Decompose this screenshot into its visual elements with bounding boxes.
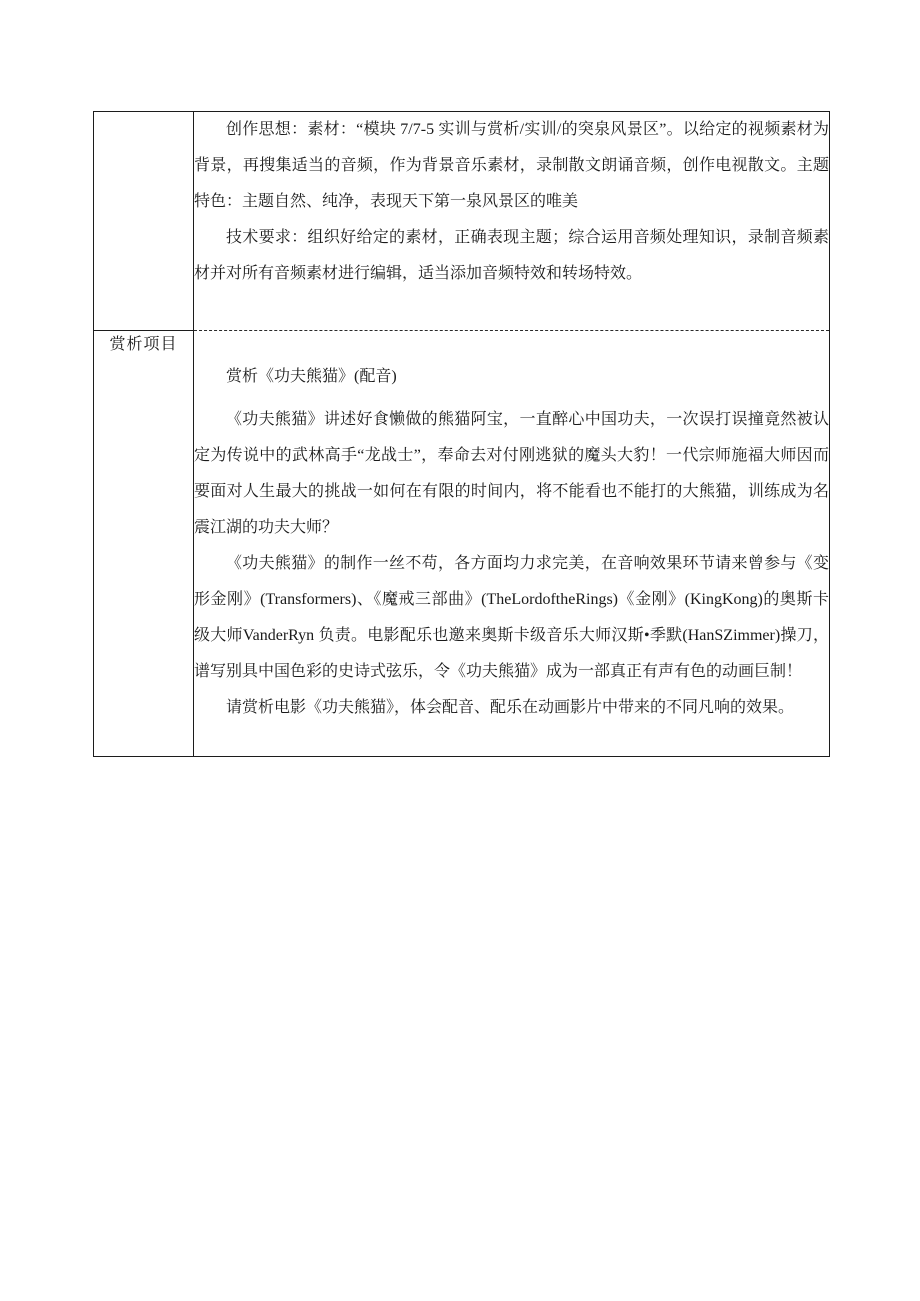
creation-content-cell	[194, 112, 830, 331]
creation-ideas-paragraph: 创作思想：素材：“模块 7/7-5 实训与赏析/实训/的突泉风景区”。以给定的视频素材为背景，再搜集适当的音频，作为背景音乐素材，录制散文朗诵音频，创作电视散文。主题特色：主题自然、纯净，表现天下第一泉风景区的唯美	[194, 121, 829, 210]
table-row-appreciation	[94, 331, 830, 757]
appreciation-content-cell	[194, 331, 830, 757]
appreciation-title: 赏析《功夫熊猫》(配音)	[226, 368, 397, 385]
content-table	[93, 111, 830, 757]
table-row-creation	[94, 112, 830, 331]
appreciation-production-paragraph: 《功夫熊猫》的制作一丝不苟，各方面均力求完美，在音响效果环节请来曾参与《变形金刚》(Transformers)、《魔戒三部曲》(TheLordoftheRings)《金刚》(KingKong)的奥斯卡级大师VanderRyn 负责。电影配乐也邀来奥斯卡级音乐大师汉斯•季默(HanSZimmer)操刀，谱写别具中国色彩的史诗式弦乐，令《功夫熊猫》成为一部真正有声有色的动画巨制！	[194, 555, 829, 680]
appreciation-task-paragraph: 请赏析电影《功夫熊猫》，体会配音、配乐在动画影片中带来的不同凡响的效果。	[226, 699, 795, 716]
appreciation-synopsis-paragraph: 《功夫熊猫》讲述好食懒做的熊猫阿宝，一直醉心中国功夫，一次误打误撞竟然被认定为传说中的武林高手“龙战士”，奉命去对付刚逃狱的魔头大豹！一代宗师施福大师因而要面对人生最大的挑战一如何在有限的时间内，将不能看也不能打的大熊猫，训练成为名震江湖的功夫大师？	[194, 411, 829, 536]
technical-requirements-paragraph: 技术要求：组织好给定的素材，正确表现主题；综合运用音频处理知识，录制音频素材并对所有音频素材进行编辑，适当添加音频特效和转场特效。	[194, 229, 829, 282]
appreciation-row-label: 赏析项目	[94, 331, 194, 757]
creation-row-label-cell-empty	[94, 112, 194, 331]
